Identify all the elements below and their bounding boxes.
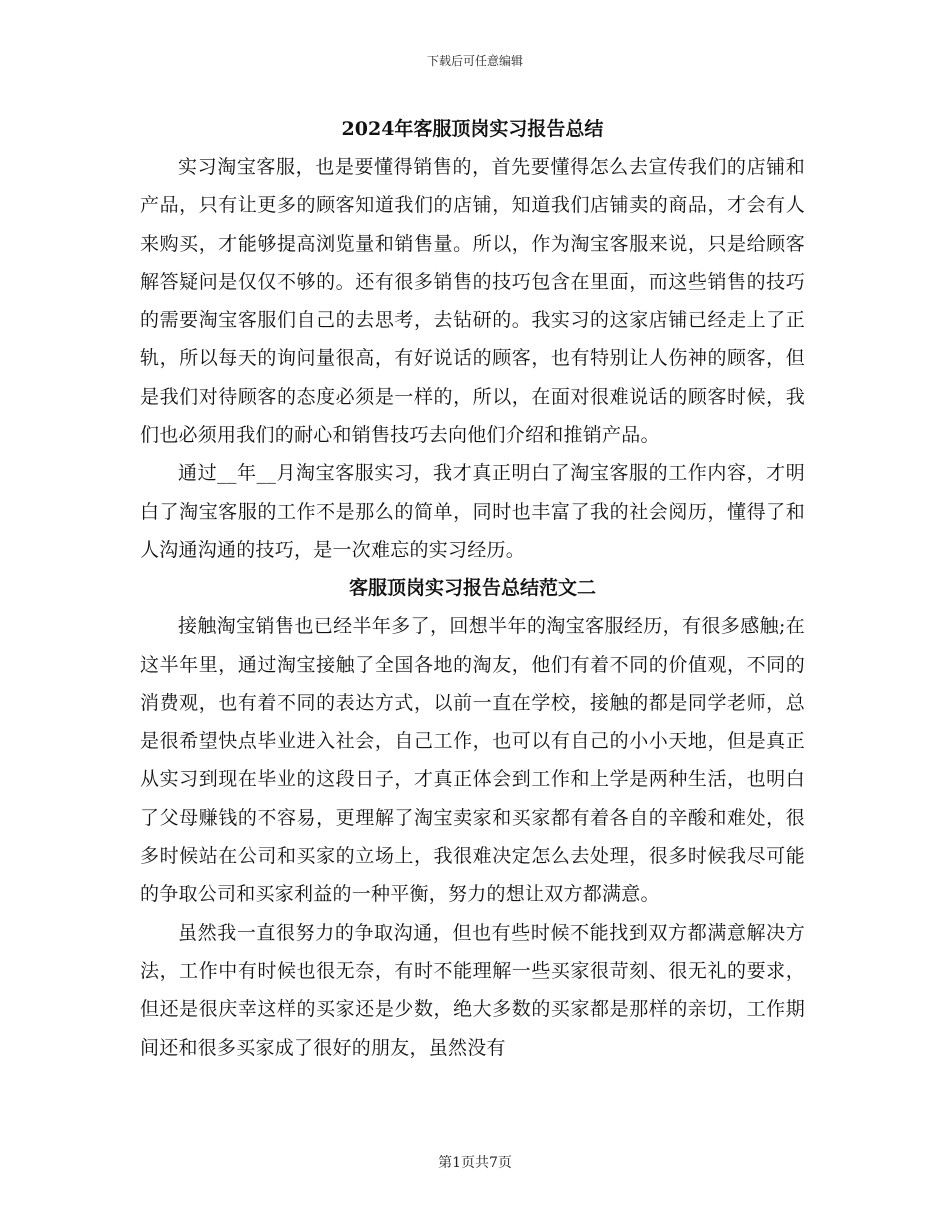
paragraph: 通过__年__月淘宝客服实习，我才真正明白了淘宝客服的工作内容，才明白了淘宝客服的工作不是那么的简单，同时也丰富了我的社会阅历，懂得了和人沟通沟通的技巧，是一次难忘的实习经历。: [140, 462, 805, 561]
page-header-note: 下载后可任意编辑: [426, 54, 523, 68]
paragraph: 接触淘宝销售也已经半年多了，回想半年的淘宝客服经历，有很多感触;在这半年里，通过淘宝接触了全国各地的淘友，他们有着不同的价值观，不同的消费观，也有着不同的表达方式，以前一直在学校，接触的都是同学老师，总是很希望快点毕业进入社会，自己工作，也可以有自己的小小天地，但是真正从实习到现在毕业的这段日子，才真正体会到工作和上学是两种生活，也明白了父母赚钱的不容易，更理解了淘宝卖家和买家都有着各自的辛酸和难处，很多时候站在公司和买家的立场上，我很难决定怎么去处理，很多时候我尽可能的争取公司和买家利益的一种平衡，努力的想让双方都满意。: [140, 615, 805, 906]
document-body: [140, 110, 805, 1067]
document-title: 2024年客服顶岗实习报告总结: [341, 118, 604, 140]
page-number: 第1页共7页: [438, 1155, 512, 1171]
section-title: 客服顶岗实习报告总结范文二: [348, 577, 596, 600]
paragraph: 实习淘宝客服，也是要懂得销售的，首先要懂得怎么去宣传我们的店铺和产品，只有让更多的顾客知道我们的店铺，知道我们店铺卖的商品，才会有人来购买，才能够提高浏览量和销售量。所以，作为淘宝客服来说，只是给顾客解答疑问是仅仅不够的。还有很多销售的技巧包含在里面，而这些销售的技巧的需要淘宝客服们自己的去思考，去钻研的。我实习的这家店铺已经走上了正轨，所以每天的询问量很高，有好说话的顾客，也有特别让人伤神的顾客，但是我们对待顾客的态度必须是一样的，所以，在面对很难说话的顾客时候，我们也必须用我们的耐心和销售技巧去向他们介绍和推销产品。: [140, 156, 805, 447]
paragraph: 虽然我一直很努力的争取沟通，但也有些时候不能找到双方都满意解决方法，工作中有时候也很无奈，有时不能理解一些买家很苛刻、很无礼的要求，但还是很庆幸这样的买家还是少数，绝大多数的买家都是那样的亲切，工作期间还和很多买家成了很好的朋友，虽然没有: [140, 921, 805, 1059]
